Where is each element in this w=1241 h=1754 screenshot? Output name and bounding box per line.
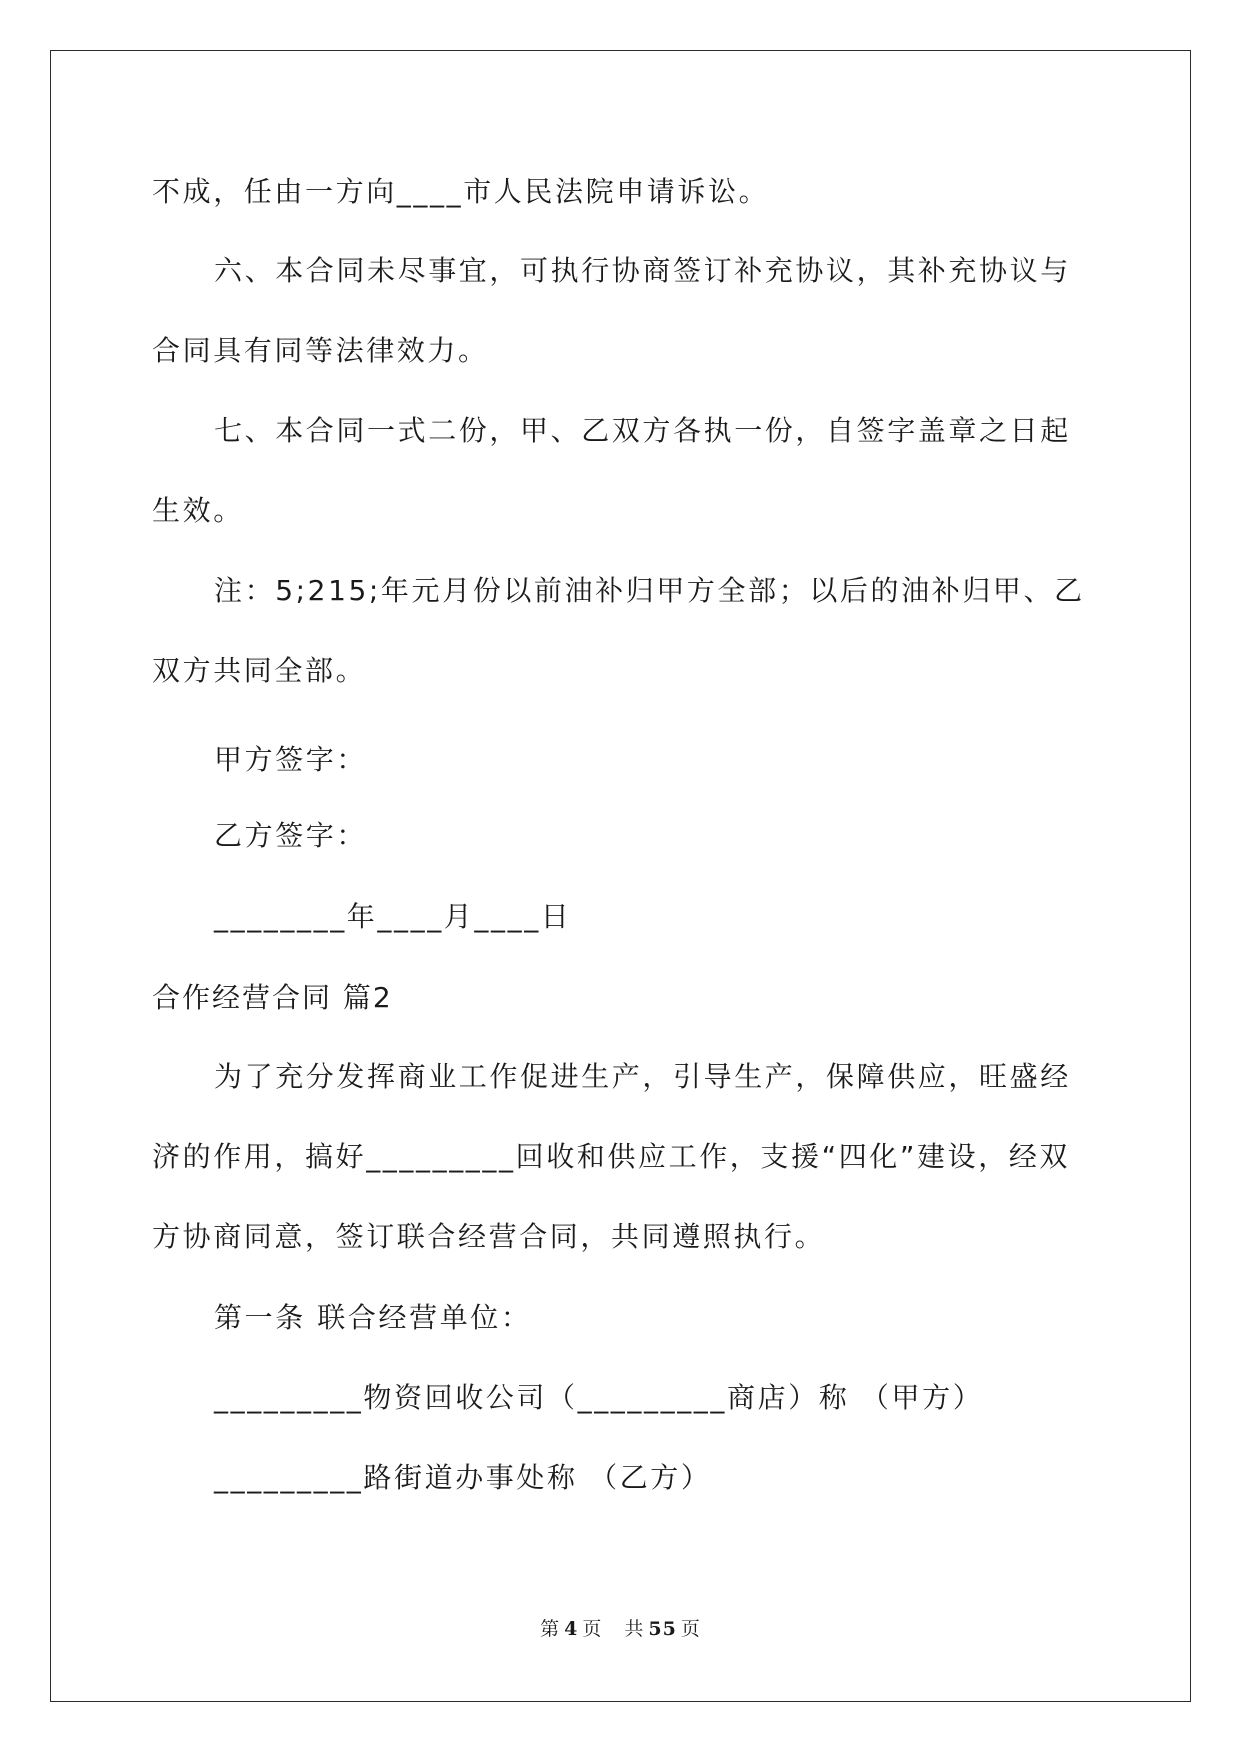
text-line: 生效。 bbox=[152, 494, 244, 527]
text-line: 双方共同全部。 bbox=[152, 654, 367, 687]
section-heading: 合作经营合同 篇2 bbox=[152, 981, 393, 1014]
text-line: 方协商同意，签订联合经营合同，共同遵照执行。 bbox=[152, 1220, 826, 1253]
party-b-signature-label: 乙方签字： bbox=[214, 819, 368, 852]
total-pages-number: 55 bbox=[648, 1618, 677, 1640]
text-line: _________物资回收公司（_________商店）称 （甲方） bbox=[214, 1381, 984, 1414]
footer-prefix: 第 bbox=[540, 1618, 561, 1640]
text-line: 合同具有同等法律效力。 bbox=[152, 334, 489, 367]
page-border bbox=[50, 50, 1191, 1702]
footer-total-suffix: 页 bbox=[680, 1618, 701, 1640]
date-line: ________年____月____日 bbox=[214, 900, 572, 933]
text-line: 注：5;215;年元月份以前油补归甲方全部；以后的油补归甲、乙 bbox=[214, 574, 1085, 607]
current-page-number: 4 bbox=[564, 1618, 579, 1640]
text-line: _________路街道办事处称 （乙方） bbox=[214, 1461, 712, 1494]
page-footer bbox=[0, 1614, 1241, 1641]
party-a-signature-label: 甲方签字： bbox=[214, 743, 368, 776]
footer-page-suffix: 页 bbox=[582, 1618, 603, 1640]
article-heading: 第一条 联合经营单位： bbox=[214, 1301, 532, 1334]
text-line: 六、本合同未尽事宜，可执行协商签订补充协议，其补充协议与 bbox=[214, 254, 1071, 287]
footer-total-prefix: 共 bbox=[624, 1618, 645, 1640]
text-line: 七、本合同一式二份，甲、乙双方各执一份，自签字盖章之日起 bbox=[214, 414, 1071, 447]
text-line: 为了充分发挥商业工作促进生产，引导生产，保障供应，旺盛经 bbox=[214, 1060, 1071, 1093]
text-line: 济的作用，搞好_________回收和供应工作，支援“四化”建设，经双 bbox=[152, 1140, 1071, 1173]
text-line: 不成，任由一方向____市人民法院申请诉讼。 bbox=[152, 175, 770, 208]
